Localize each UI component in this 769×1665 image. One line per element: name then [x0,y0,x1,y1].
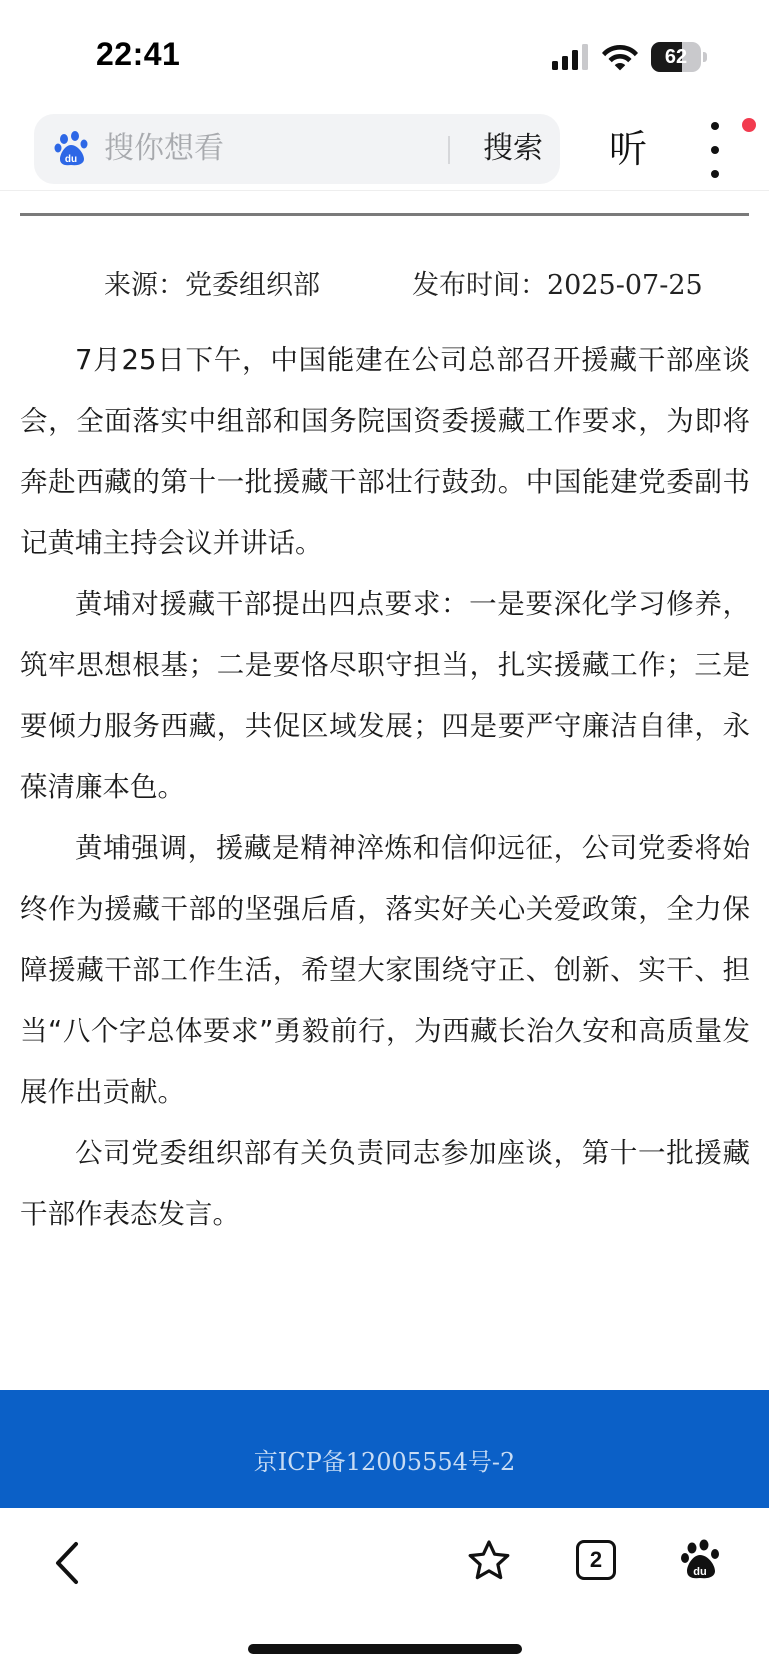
search-button[interactable]: 搜索 [483,131,543,166]
baidu-paw-icon [54,130,92,168]
baidu-paw-icon[interactable] [680,1538,724,1582]
svg-text:du: du [64,154,78,165]
article [0,190,769,1390]
battery-indicator [651,42,707,72]
listen-button[interactable]: 听 [608,127,647,171]
battery-percent: 62 [664,46,688,68]
status-time: 22:41 [96,36,181,72]
search-bar[interactable] [34,114,560,184]
svg-text:du: du [693,1566,707,1578]
vertical-dots-icon [711,122,719,130]
divider [20,213,749,216]
chevron-left-icon[interactable] [46,1538,90,1588]
article-paragraph: 公司党委组织部有关负责同志参加座谈，第十一批援藏干部作表态发言。 [20,1137,750,1230]
article-meta [20,264,749,308]
article-paragraph: 7月25日下午，中国能建在公司总部召开援藏干部座谈会，全面落实中组部和国务院国资委援藏工作要求，为即将奔赴西藏的第十一批援藏干部壮行鼓劲。中国能建党委副书记黄埔主持会议并讲话。 [20,344,750,559]
more-menu-button[interactable] [700,122,730,178]
star-icon[interactable] [466,1538,512,1584]
article-paragraph: 黄埔强调，援藏是精神淬炼和信仰远征，公司党委将始终作为援藏干部的坚强后盾，落实好关心关爱政策，全力保障援藏干部工作生活，希望大家围绕守正、创新、实干、担当“八个字总体要求”勇毅前行，为西藏长治久安和高质量发展作出贡献。 [20,832,750,1108]
icp-license[interactable]: 京ICP备12005554号-2 [253,1448,516,1476]
notification-dot [742,118,756,132]
home-indicator [248,1644,522,1654]
search-divider [448,136,450,164]
cellular-signal-icon [552,44,590,70]
article-body [20,330,750,1245]
article-paragraph: 黄埔对援藏干部提出四点要求：一是要深化学习修养，筑牢思想根基；二是要恪尽职守担当，扎实援藏工作；三是要倾力服务西藏，共促区域发展；四是要严守廉洁自律，永葆清廉本色。 [20,588,750,803]
article-publish-time: 发布时间：2025-07-25 [412,270,703,301]
site-footer [0,1390,769,1508]
article-source: 来源：党委组织部 [104,270,320,301]
search-input[interactable]: 搜你想看 [104,131,224,166]
tabs-button[interactable]: 2 [576,1540,616,1580]
browser-bottom-bar [0,1508,769,1665]
status-bar [0,0,769,100]
wifi-icon [601,41,639,71]
